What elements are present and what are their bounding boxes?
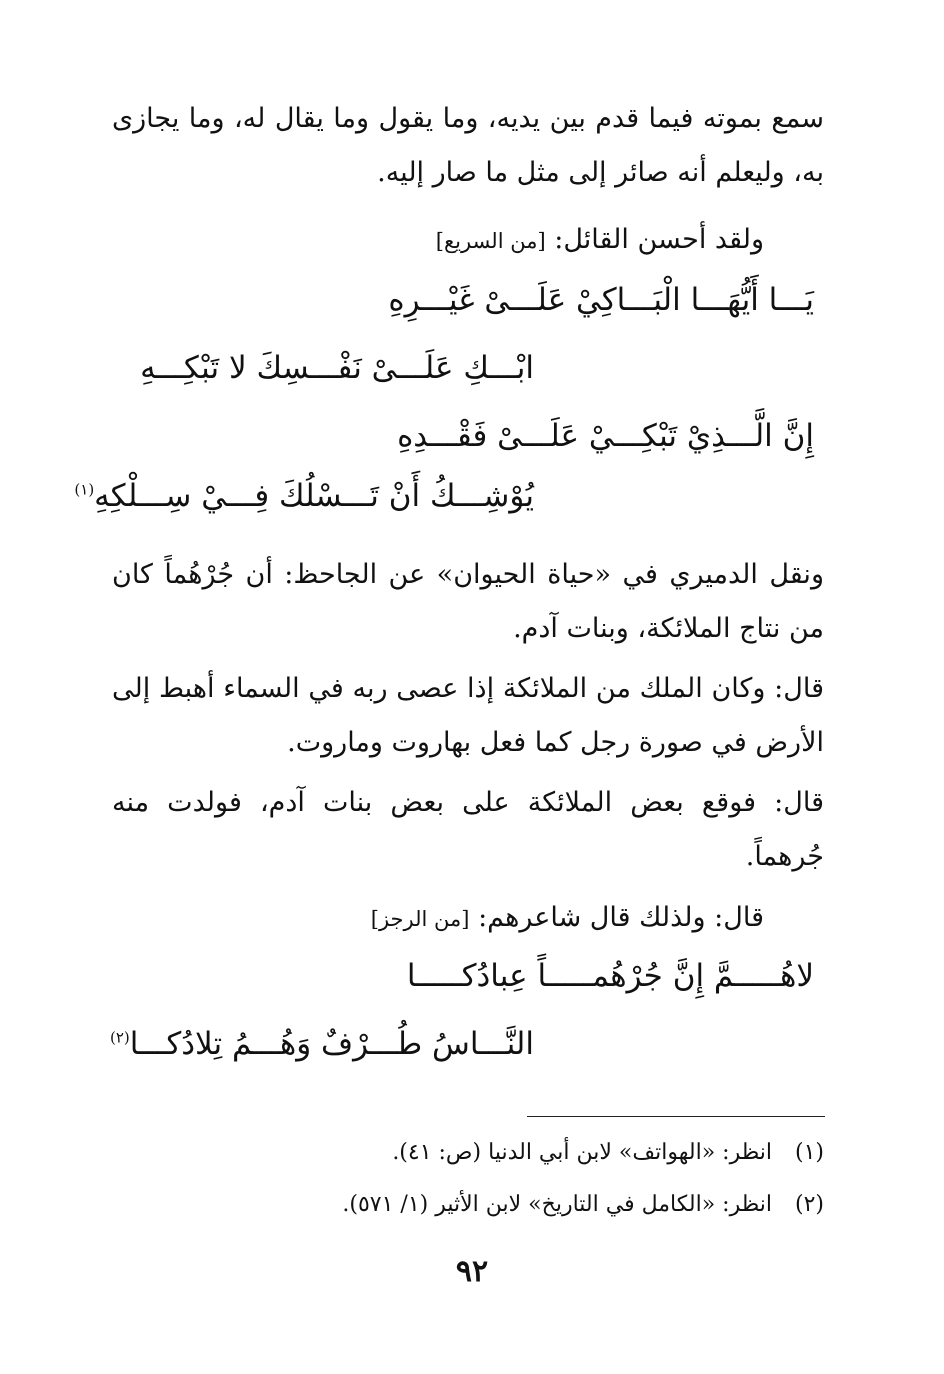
poem-1-line-4: يُوْشِـــكُ أَنْ تَـــسْلُكَ فِـــيْ سِـــلْكِهِ <box>94 478 534 514</box>
footnote-2 <box>342 1192 824 1217</box>
paragraph-3: ونقل الدميري في «حياة الحيوان» عن الجاحظ: أن جُرْهُماً كان من نتاج الملائكة، وبنات آدم. <box>112 559 824 644</box>
paragraph-1: سمع بموته فيما قدم بين يديه، وما يقول وما يقال له، وما يجازى به، وليعلم أنه صائر إلى مثل ما صار إليه. <box>112 103 824 188</box>
poem-meter-2: [من الرجز] <box>370 907 470 931</box>
footnote-ref-1: (١) <box>74 480 95 499</box>
paragraph-5: قال: فوقع بعض الملائكة على بعض بنات آدم، فولدت منه جُرهماً. <box>112 787 824 872</box>
footnote-2-text: انظر: «الكامل في التاريخ» لابن الأثير (١/ ٥٧١). <box>342 1192 772 1217</box>
poem-2-line-1: لاهُـــــمَّ إِنَّ جُرْهُمـــــاً عِبادُكـــــا <box>406 958 814 994</box>
paragraph-4: قال: وكان الملك من الملائكة إذا عصى ربه في السماء أهبط إلى الأرض في صورة رجل كما فعل بهاروت وماروت. <box>112 673 824 758</box>
footnote-1-text: انظر: «الهواتف» لابن أبي الدنيا (ص: ٤١). <box>392 1140 772 1165</box>
poem-1-line-3: إِنَّ الَّـــذِيْ تَبْكِـــيْ عَلَـــىْ فَقْـــدِهِ <box>397 418 814 454</box>
poem-1-line-4-wrapper <box>74 478 534 514</box>
poem-meter-1: [من السريع] <box>435 229 546 253</box>
footnote-1-number: (١) <box>794 1140 824 1165</box>
poem-intro-1-text: ولقد أحسن القائل: <box>554 224 764 255</box>
footnote-1 <box>392 1140 824 1165</box>
footnote-ref-2: (٢) <box>109 1028 130 1047</box>
poem-1-line-2: ابْـــكِ عَلَـــىْ نَفْـــسِكَ لا تَبْكِـــهِ <box>140 350 534 386</box>
footnote-2-number: (٢) <box>794 1192 824 1217</box>
footnote-divider <box>527 1116 825 1117</box>
poem-intro-2 <box>371 898 764 939</box>
page-number: ٩٢ <box>455 1254 489 1289</box>
poem-2-line-2: النَّـــاسُ طُـــرْفٌ وَهُـــمُ تِلادُكـــا <box>129 1026 534 1062</box>
poem-2-line-2-wrapper <box>110 1026 534 1062</box>
poem-intro-1 <box>436 220 764 261</box>
poem-intro-2-text: قال: ولذلك قال شاعرهم: <box>478 902 764 933</box>
poem-1-line-1: يَـــا أَيُّهَـــا الْبَـــاكِيْ عَلَـــىْ غَيْـــرِهِ <box>388 282 814 318</box>
